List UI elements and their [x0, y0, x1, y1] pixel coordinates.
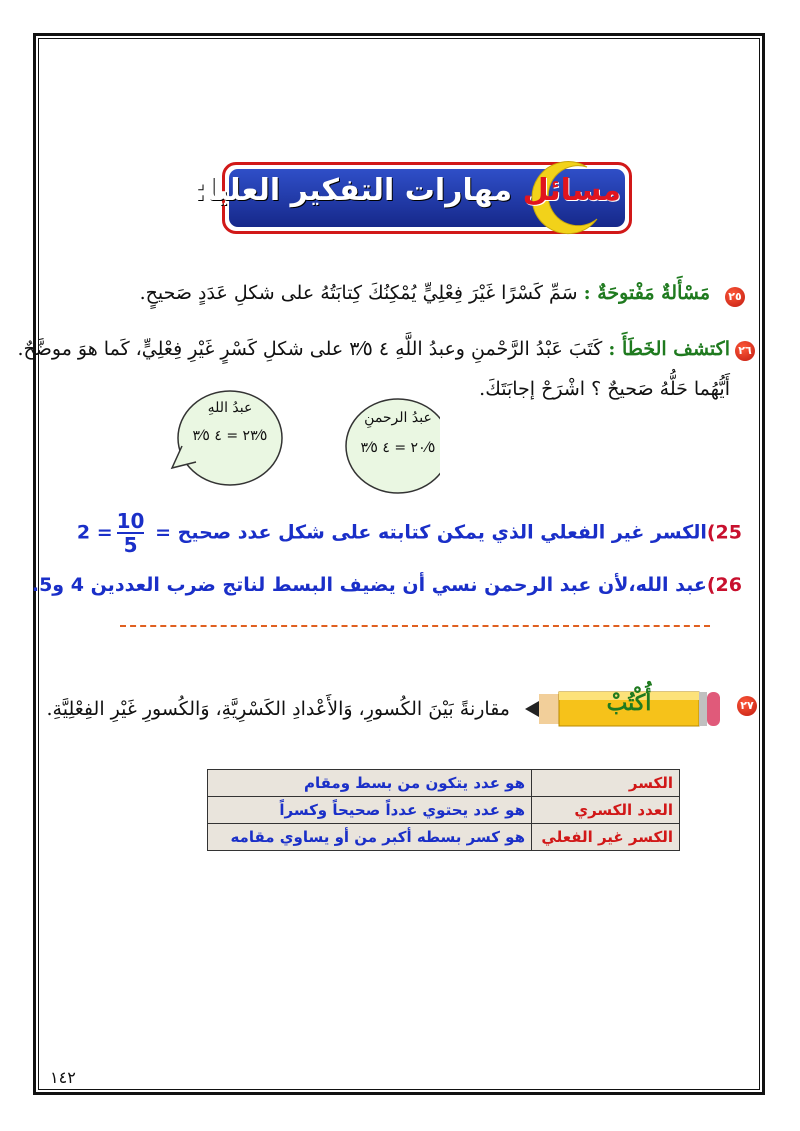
answer-26 — [32, 574, 742, 596]
bubble-name-abdullah: عبدُ اللهِ — [207, 400, 253, 416]
bubble-eq-abdullah: ٢٣⁄٥ = ٤ ٣⁄٥ — [192, 428, 268, 444]
banner-title — [194, 173, 621, 208]
table-definition: هو عدد يحتوي عدداً صحيحاً وكسراً — [208, 797, 532, 824]
table-definition: هو عدد يتكون من بسط ومقام — [208, 770, 532, 797]
question-badge-25: ٢٥ — [725, 287, 745, 307]
fraction-denominator: 5 — [117, 532, 145, 556]
definitions-table — [207, 769, 680, 851]
banner-title-white: مهارات التفكير العليا: — [193, 173, 523, 208]
answer-25-text: الكسر غير الفعلي الذي يمكن كتابته على شكل عدد صحيح = — [155, 521, 707, 544]
answer-25 — [77, 510, 742, 556]
pencil-label: أُكْتُبْ — [606, 690, 652, 716]
fraction-numerator: 10 — [116, 509, 145, 533]
table-definition: هو كسر بسطه أكبر من أو يساوي مقامه — [208, 824, 532, 851]
question-27-text: مقارنةً بَيْنَ الكُسورِ، وَالأَعْدادِ الكَسْرِيَّةِ، وَالكُسورِ غَيْرِ الفِعْلِيَّةِ. — [46, 698, 510, 720]
answer-26-text: عبد الله،لأن عبد الرحمن نسي أن يضيف البسط لناتج ضرب العددين 4 و5. — [31, 574, 707, 596]
question-26-line2: أَيُّهُما حَلُّهُ صَحيحٌ ؟ اشْرَحْ إجابَتَكَ. — [479, 378, 730, 400]
page-number: ١٤٢ — [50, 1068, 76, 1087]
question-25-label: مَسْأَلةٌ مَفْتوحَةٌ : — [583, 282, 710, 304]
question-badge-26: ٢٦ — [735, 341, 755, 361]
question-25-text: سَمِّ كَسْرًا غَيْرَ فِعْلِيٍّ يُمْكِنُكَ كِتابَتُهُ على شكلِ عَدَدٍ صَحيحٍ. — [139, 282, 584, 304]
table-term: الكسر — [532, 770, 680, 797]
table-row — [208, 824, 680, 851]
answer-25-result: = 2 — [76, 521, 113, 544]
question-26-text: كَتَبَ عَبْدُ الرَّحْمنِ وعبدُ اللَّهِ ٤ ٣⁄٥ على شكلِ كَسْرٍ غَيْرِ فِعْلِيٍّ، كَما هوَ موضَّحٌ. — [17, 338, 609, 360]
question-badge-27: ٢٧ — [737, 696, 757, 716]
question-26-label: اكتشف الخَطَأَ : — [608, 338, 730, 360]
dashed-divider — [120, 625, 710, 627]
answer-25-index: 25) — [706, 521, 742, 544]
bubble-name-abdulrahman: عبدُ الرحمنِ — [364, 410, 432, 426]
answer-26-index: 26) — [706, 574, 742, 596]
bubble-eq-abdulrahman: ٢٠⁄٥ = ٤ ٣⁄٥ — [360, 440, 436, 456]
table-row — [208, 797, 680, 824]
answer-25-fraction — [117, 510, 145, 556]
table-term: العدد الكسري — [532, 797, 680, 824]
question-25 — [140, 282, 710, 304]
section-banner — [193, 162, 632, 234]
question-26 — [17, 338, 730, 360]
banner-title-red: مسائل — [522, 173, 621, 208]
table-term: الكسر غير الفعلي — [532, 824, 680, 851]
table-row — [208, 770, 680, 797]
